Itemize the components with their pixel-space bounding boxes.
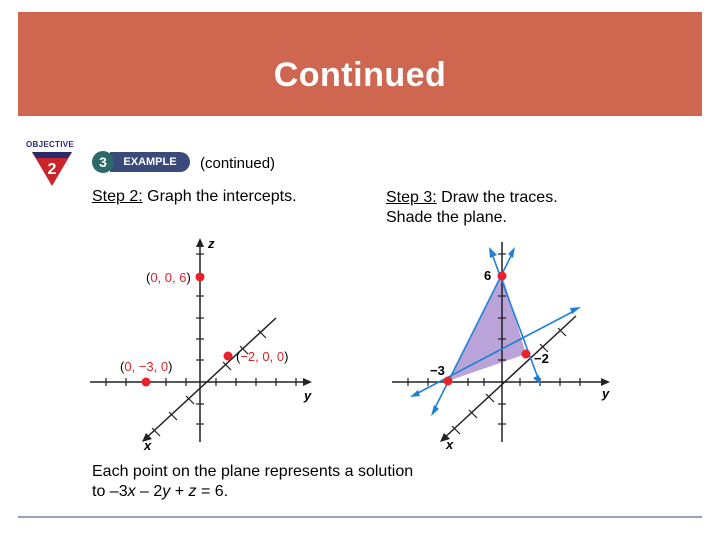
shaded-plane <box>448 274 526 381</box>
intercept-point-x <box>522 350 531 359</box>
x-axis-ticks <box>152 330 266 436</box>
intercept-point-y <box>444 377 453 386</box>
step-3-text-line1: Draw the traces. <box>436 189 558 206</box>
traces-graph <box>384 234 624 454</box>
y-axis-arrow-icon <box>303 378 312 386</box>
point-label-y: (0, −3, 0) <box>120 359 173 374</box>
example-label: EXAMPLE <box>110 152 190 172</box>
intercept-point-z <box>498 272 507 281</box>
intercept-point-x <box>224 352 233 361</box>
step-3-instruction <box>386 188 558 228</box>
trace-arrow-icon <box>489 247 497 258</box>
trace-arrow-icon <box>410 390 420 397</box>
objective-number: 2 <box>47 161 57 178</box>
x-axis-label: x <box>144 438 152 453</box>
y-axis-arrow-icon <box>601 378 610 386</box>
z-axis-arrow-icon <box>196 238 204 247</box>
objective-label: OBJECTIVE <box>26 140 75 149</box>
step-3-key: Step 3: <box>386 189 437 206</box>
x-intercept-label: −2 <box>534 351 549 366</box>
z-intercept-label: 6 <box>484 268 492 283</box>
title-banner <box>18 12 702 116</box>
x-axis-label: x <box>446 437 454 452</box>
intercepts-graph <box>86 234 336 454</box>
z-axis-label: z <box>208 236 215 251</box>
trace-arrow-icon <box>431 405 439 416</box>
point-label-z: (0, 0, 6) <box>146 270 191 285</box>
intercept-point-y <box>142 378 151 387</box>
y-intercept-label: −3 <box>430 363 445 378</box>
trace-arrow-icon <box>570 307 581 314</box>
trace-arrow-icon <box>533 375 541 385</box>
example-continued-label: (continued) <box>200 155 276 172</box>
objective-shield-icon <box>30 150 74 188</box>
y-axis-label: y <box>602 386 610 401</box>
trace-arrow-icon <box>508 247 515 258</box>
point-label-x: (−2, 0, 0) <box>236 349 289 364</box>
objective-badge <box>26 140 78 188</box>
step-3-text-line2: Shade the plane. <box>386 209 507 226</box>
conclusion-line1: Each point on the plane represents a solution <box>92 463 414 480</box>
y-axis-label: y <box>304 388 312 403</box>
step-2-text: Graph the intercepts. <box>142 188 297 205</box>
slide-title: Continued <box>273 56 447 94</box>
intercept-point-z <box>196 273 205 282</box>
example-number: 3 <box>92 151 114 173</box>
footer-divider <box>18 516 702 518</box>
conclusion-text <box>92 462 413 502</box>
step-2-key: Step 2: <box>92 188 143 205</box>
conclusion-equation: to –3x – 2y + z = 6. <box>92 483 229 500</box>
step-2-instruction <box>92 188 297 206</box>
example-badge <box>92 151 190 173</box>
